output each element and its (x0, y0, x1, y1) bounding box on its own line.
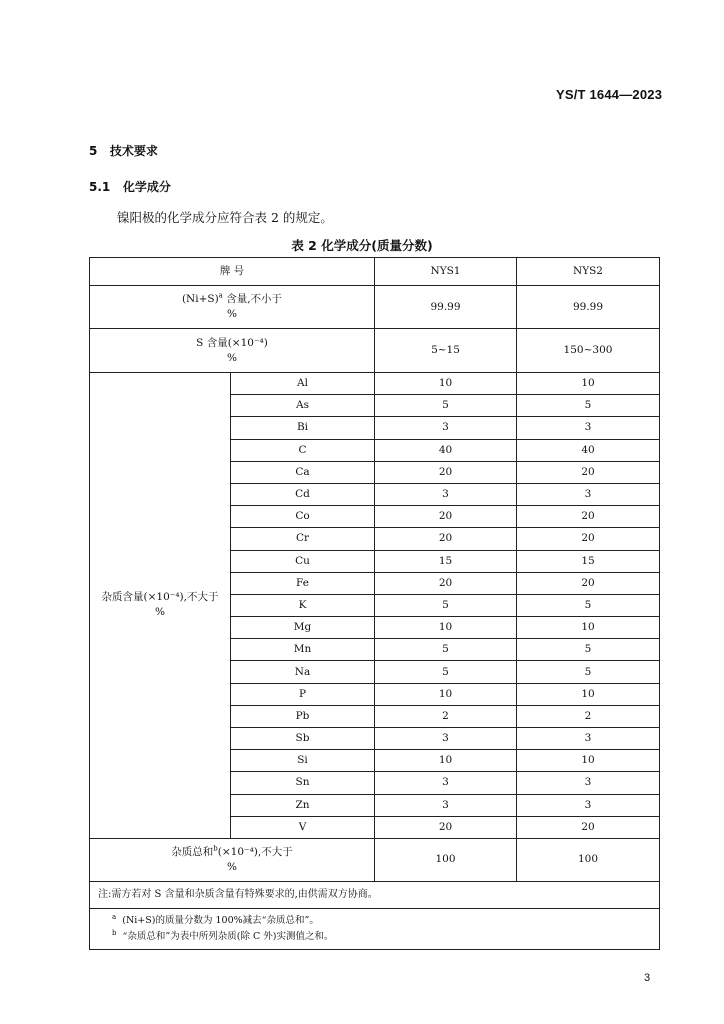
footnote-a-ref: a (218, 291, 223, 300)
impurity-label: 杂质含量(×10⁻⁴),不大于 (101, 591, 219, 604)
nys2-value: 2 (517, 705, 660, 727)
element-name: Sn (231, 772, 375, 794)
nys1-value: 20 (375, 528, 517, 550)
total-unit: % (227, 860, 237, 873)
element-name: Pb (231, 705, 375, 727)
nys1-value: 3 (375, 483, 517, 505)
section-5-1-heading (89, 178, 171, 195)
nys2-value: 20 (517, 506, 660, 528)
nys2-value: 3 (517, 417, 660, 439)
table-note: 注:需方若对 S 含量和杂质含量有特殊要求的,由供需双方协商。 (90, 881, 660, 908)
nys2-value: 10 (517, 373, 660, 395)
element-name: Ca (231, 461, 375, 483)
element-name: Cd (231, 483, 375, 505)
nys1-value: 3 (375, 794, 517, 816)
nys1-value: 3 (375, 728, 517, 750)
element-name: Si (231, 750, 375, 772)
nis-label-cell (90, 286, 375, 329)
total-text: (×10⁻⁴),不大于 (217, 845, 293, 858)
nys1-value: 5 (375, 395, 517, 417)
s-value-nys2: 150~300 (517, 329, 660, 373)
footnote-a-mark: a (112, 912, 117, 921)
nys2-value: 5 (517, 661, 660, 683)
nis-label: (Ni+S) (181, 293, 219, 305)
section-5-1-number: 5.1 (89, 180, 111, 194)
s-unit: % (227, 351, 237, 364)
page-number: 3 (644, 972, 651, 984)
element-name: V (231, 816, 375, 838)
nys2-header: NYS2 (517, 258, 660, 286)
nys2-value: 3 (517, 483, 660, 505)
element-name: Sb (231, 728, 375, 750)
s-value-nys1: 5~15 (375, 329, 517, 373)
note-row (90, 881, 660, 908)
nis-unit: % (227, 308, 237, 320)
element-name: Cr (231, 528, 375, 550)
nys1-value: 5 (375, 594, 517, 616)
nys2-value: 10 (517, 617, 660, 639)
element-name: P (231, 683, 375, 705)
element-name: K (231, 594, 375, 616)
s-label: S 含量(×10⁻⁴) (196, 336, 268, 349)
nys2-value: 3 (517, 772, 660, 794)
nys1-value: 40 (375, 439, 517, 461)
nys2-value: 20 (517, 816, 660, 838)
nys1-header: NYS1 (375, 258, 517, 286)
nys2-value: 20 (517, 572, 660, 594)
element-name: As (231, 395, 375, 417)
nys2-value: 15 (517, 550, 660, 572)
element-name: C (231, 439, 375, 461)
nis-value-nys2: 99.99 (517, 286, 660, 329)
nys1-value: 10 (375, 750, 517, 772)
nys2-value: 20 (517, 528, 660, 550)
nys1-value: 10 (375, 617, 517, 639)
s-label-cell (90, 329, 375, 373)
section-5-1-title: 化学成分 (122, 180, 171, 194)
footnote-b: “杂质总和”为表中所列杂质(除 C 外)实测值之和。 (122, 930, 334, 942)
total-row (90, 838, 660, 881)
nys2-value: 3 (517, 794, 660, 816)
nys1-value: 20 (375, 461, 517, 483)
total-label-cell (90, 838, 375, 881)
nys1-value: 10 (375, 683, 517, 705)
element-name: Na (231, 661, 375, 683)
nys1-value: 2 (375, 705, 517, 727)
document-code: YS/T 1644—2023 (556, 87, 663, 102)
element-name: Zn (231, 794, 375, 816)
impurity-unit: % (155, 606, 165, 619)
table-caption: 表 2 化学成分(质量分数) (291, 238, 433, 253)
nys1-value: 3 (375, 772, 517, 794)
nys2-value: 3 (517, 728, 660, 750)
impurity-label-cell (90, 373, 231, 839)
intro-paragraph: 镍阳极的化学成分应符合表 2 的规定。 (117, 210, 333, 225)
nys1-value: 10 (375, 373, 517, 395)
nis-value-nys1: 99.99 (375, 286, 517, 329)
nys1-value: 5 (375, 639, 517, 661)
footnote-b-ref: b (213, 844, 218, 853)
element-name: Fe (231, 572, 375, 594)
nys1-value: 5 (375, 661, 517, 683)
element-name: Al (231, 373, 375, 395)
nys2-value: 20 (517, 461, 660, 483)
grade-header: 牌 号 (90, 258, 375, 286)
nys2-value: 10 (517, 750, 660, 772)
header-row (90, 258, 660, 286)
nys1-value: 20 (375, 506, 517, 528)
footnotes (90, 908, 660, 949)
total-label: 杂质总和 (171, 845, 214, 858)
nis-row (90, 286, 660, 329)
nys2-value: 5 (517, 639, 660, 661)
chemical-composition-table (89, 257, 660, 950)
element-name: Bi (231, 417, 375, 439)
footnote-row (90, 908, 660, 949)
nys2-value: 40 (517, 439, 660, 461)
total-value-nys2: 100 (517, 838, 660, 881)
footnote-b-mark: b (112, 928, 117, 937)
nis-text: 含量,不小于 (222, 293, 283, 305)
section-5-heading (89, 142, 158, 159)
section-5-title: 技术要求 (109, 144, 158, 158)
element-name: Mn (231, 639, 375, 661)
nys2-value: 5 (517, 395, 660, 417)
s-row (90, 329, 660, 373)
footnote-a: (Ni+S)的质量分数为 100%减去“杂质总和”。 (122, 914, 319, 926)
table-row (90, 373, 660, 395)
element-name: Co (231, 506, 375, 528)
nys1-value: 20 (375, 572, 517, 594)
total-value-nys1: 100 (375, 838, 517, 881)
nys2-value: 10 (517, 683, 660, 705)
element-name: Mg (231, 617, 375, 639)
section-5-number: 5 (89, 144, 98, 158)
nys2-value: 5 (517, 594, 660, 616)
nys1-value: 20 (375, 816, 517, 838)
element-name: Cu (231, 550, 375, 572)
nys1-value: 15 (375, 550, 517, 572)
nys1-value: 3 (375, 417, 517, 439)
